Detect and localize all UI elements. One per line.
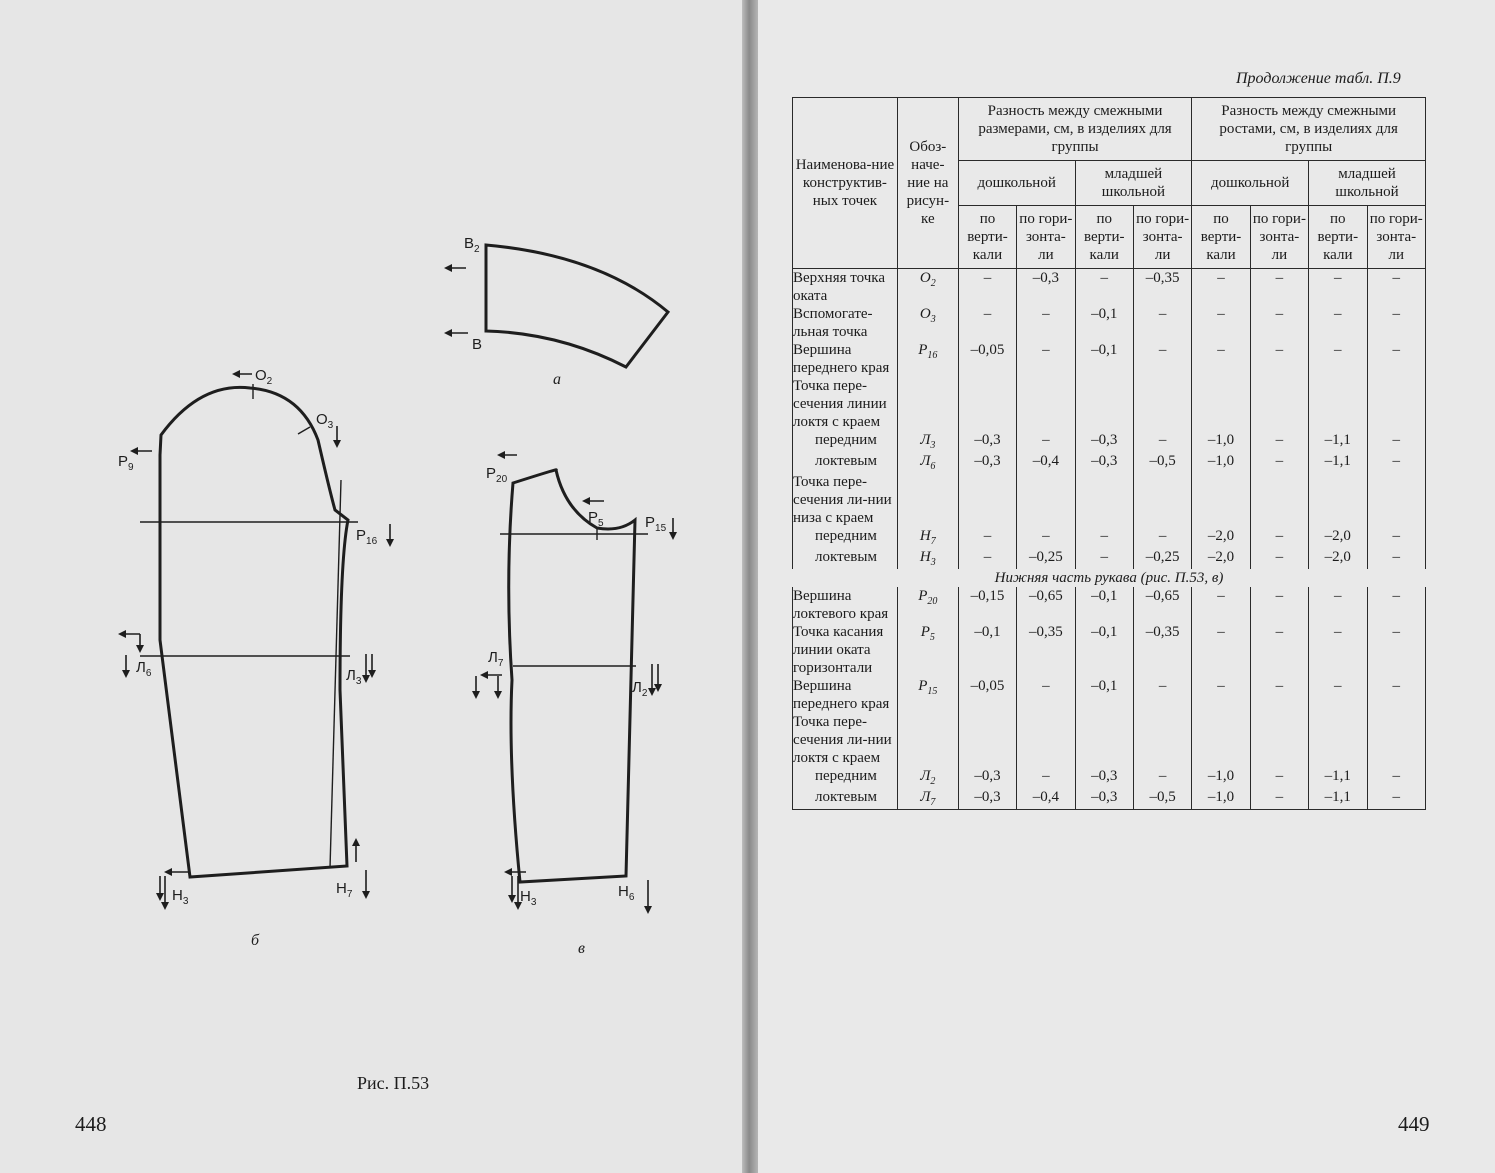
value-cell: –0,35 xyxy=(1133,269,1191,306)
value-cell xyxy=(1017,473,1075,527)
table-row xyxy=(793,473,1426,527)
value-cell: –0,3 xyxy=(1017,269,1075,306)
value-cell xyxy=(1075,377,1133,431)
value-cell: –0,05 xyxy=(958,677,1016,713)
label-p9: $Р_9$ xyxy=(118,453,134,473)
value-cell: –0,25 xyxy=(1017,548,1075,569)
label-b: В xyxy=(472,336,483,353)
value-cell: – xyxy=(1250,269,1308,306)
value-cell: – xyxy=(1250,452,1308,473)
table-row xyxy=(793,377,1426,431)
label-b2: $В_2$ xyxy=(464,235,480,255)
symbol-index: 2 xyxy=(930,278,936,289)
header-vertical: по верти-кали xyxy=(1309,206,1367,269)
value-cell: –0,3 xyxy=(1075,788,1133,810)
value-cell: –0,35 xyxy=(1133,623,1191,677)
table-row xyxy=(793,677,1426,713)
value-cell: – xyxy=(1133,305,1191,341)
symbol-index: 16 xyxy=(927,350,938,361)
symbol-index: 6 xyxy=(930,461,936,472)
value-cell: – xyxy=(1250,548,1308,569)
value-cell: – xyxy=(958,305,1016,341)
value-cell: –1,0 xyxy=(1192,452,1250,473)
value-cell xyxy=(1309,377,1367,431)
value-cell: – xyxy=(1133,527,1191,548)
symbol-letter: Р xyxy=(918,678,928,694)
label-p20: $Р_{20}$ xyxy=(486,465,508,485)
symbol-cell xyxy=(897,587,958,623)
value-cell: – xyxy=(958,527,1016,548)
value-cell: –0,3 xyxy=(958,767,1016,788)
symbol-letter: Л xyxy=(920,432,931,448)
value-cell xyxy=(1250,377,1308,431)
table-row xyxy=(793,305,1426,341)
value-cell: –0,3 xyxy=(958,431,1016,452)
value-cell xyxy=(1367,713,1426,767)
value-cell: –0,3 xyxy=(958,452,1016,473)
point-name-cell: Точка пере-сечения линии локтя с краем xyxy=(793,377,898,431)
header-vertical: по верти-кали xyxy=(958,206,1016,269)
header-preschool: дошкольной xyxy=(1192,161,1309,206)
value-cell: – xyxy=(1192,269,1250,306)
value-cell: – xyxy=(1250,788,1308,810)
symbol-index: 5 xyxy=(929,632,935,643)
point-name-cell: Точка пере-сечения ли-нии низа с краем xyxy=(793,473,898,527)
subfigure-c xyxy=(476,455,673,957)
figure-caption: Рис. П.53 xyxy=(357,1073,430,1093)
value-cell: – xyxy=(1367,269,1426,306)
subfigure-letter-b: б xyxy=(251,932,260,949)
value-cell: – xyxy=(1367,341,1426,377)
section-row xyxy=(793,569,1426,587)
page-number-left: 448 xyxy=(75,1112,107,1136)
value-cell: – xyxy=(1133,431,1191,452)
value-cell: – xyxy=(1192,341,1250,377)
label-o3: $О_3$ xyxy=(316,411,334,431)
value-cell xyxy=(1367,377,1426,431)
label-p5: $Р_5$ xyxy=(588,509,604,529)
page-number-right: 449 xyxy=(1398,1112,1430,1136)
point-name-cell: Точка касания линии оката горизонтали xyxy=(793,623,898,677)
value-cell xyxy=(1309,473,1367,527)
value-cell: – xyxy=(1075,527,1133,548)
value-cell xyxy=(1192,377,1250,431)
label-l7: $Л_7$ xyxy=(488,649,504,669)
value-cell: –2,0 xyxy=(1192,548,1250,569)
point-name-cell: передним xyxy=(793,431,898,452)
table-continuation-title: Продолжение табл. П.9 xyxy=(1236,70,1401,87)
value-cell: –0,1 xyxy=(1075,587,1133,623)
value-cell: – xyxy=(958,548,1016,569)
value-cell: – xyxy=(1192,587,1250,623)
symbol-letter: Л xyxy=(920,768,931,784)
value-cell: –0,65 xyxy=(1017,587,1075,623)
pattern-figure xyxy=(0,0,742,1173)
value-cell: – xyxy=(1250,623,1308,677)
symbol-index: 15 xyxy=(927,686,938,697)
value-cell: –0,1 xyxy=(1075,623,1133,677)
section-title: Нижняя часть рукава (рис. П.53, в) xyxy=(994,570,1224,586)
header-point-name: Наименова-ние конструктив-ных точек xyxy=(793,98,898,269)
value-cell: –0,35 xyxy=(1017,623,1075,677)
symbol-letter: Р xyxy=(918,342,928,358)
value-cell: – xyxy=(1309,623,1367,677)
point-name-cell: локтевым xyxy=(793,452,898,473)
symbol-letter: Р xyxy=(920,624,930,640)
table-header xyxy=(793,98,1426,269)
subfigure-b xyxy=(118,367,390,949)
value-cell: – xyxy=(1017,527,1075,548)
point-name-cell: Вершина переднего края xyxy=(793,677,898,713)
value-cell: – xyxy=(1133,341,1191,377)
value-cell xyxy=(1075,473,1133,527)
value-cell xyxy=(1192,473,1250,527)
symbol-cell xyxy=(897,677,958,713)
symbol-cell xyxy=(897,377,958,431)
table-row xyxy=(793,767,1426,788)
value-cell: –2,0 xyxy=(1309,527,1367,548)
value-cell xyxy=(1133,713,1191,767)
symbol-letter: Н xyxy=(919,549,931,565)
value-cell: – xyxy=(1017,767,1075,788)
symbol-cell xyxy=(897,767,958,788)
value-cell: – xyxy=(1250,677,1308,713)
value-cell: – xyxy=(1309,677,1367,713)
value-cell: – xyxy=(1075,269,1133,306)
value-cell: –0,25 xyxy=(1133,548,1191,569)
value-cell: –1,1 xyxy=(1309,788,1367,810)
value-cell xyxy=(958,713,1016,767)
value-cell: –0,4 xyxy=(1017,452,1075,473)
symbol-index: 2 xyxy=(930,776,936,787)
table-row xyxy=(793,788,1426,810)
value-cell: – xyxy=(1017,305,1075,341)
table-row xyxy=(793,587,1426,623)
symbol-letter: Л xyxy=(920,453,931,469)
symbol-index: 3 xyxy=(930,440,936,451)
value-cell: – xyxy=(1017,677,1075,713)
value-cell: – xyxy=(1250,767,1308,788)
symbol-letter: Н xyxy=(919,528,931,544)
header-horizontal: по гори-зонта-ли xyxy=(1367,206,1426,269)
value-cell: – xyxy=(1367,548,1426,569)
point-name-cell: Точка пере-сечения ли-нии локтя с краем xyxy=(793,713,898,767)
value-cell xyxy=(1075,713,1133,767)
symbol-cell xyxy=(897,788,958,810)
value-cell: –0,3 xyxy=(1075,431,1133,452)
value-cell: –1,1 xyxy=(1309,767,1367,788)
value-cell: –2,0 xyxy=(1192,527,1250,548)
value-cell xyxy=(1017,713,1075,767)
table-body xyxy=(793,269,1426,810)
value-cell: – xyxy=(1017,341,1075,377)
value-cell: – xyxy=(1250,341,1308,377)
value-cell: –0,3 xyxy=(1075,452,1133,473)
table-row xyxy=(793,548,1426,569)
table-row xyxy=(793,527,1426,548)
header-junior-school: младшей школьной xyxy=(1075,161,1192,206)
value-cell: –0,5 xyxy=(1133,452,1191,473)
label-h3-c: $Н_3$ xyxy=(520,888,537,908)
header-preschool: дошкольной xyxy=(958,161,1075,206)
header-symbol: Обоз-наче-ние на рисун-ке xyxy=(897,98,958,269)
label-l3: $Л_3$ xyxy=(346,667,362,687)
label-h3: $Н_3$ xyxy=(172,887,189,907)
header-horizontal: по гори-зонта-ли xyxy=(1017,206,1075,269)
value-cell: –0,3 xyxy=(1075,767,1133,788)
label-p15: $Р_{15}$ xyxy=(645,514,667,534)
header-vertical: по верти-кали xyxy=(1075,206,1133,269)
value-cell xyxy=(1133,377,1191,431)
point-name-cell: передним xyxy=(793,527,898,548)
value-cell: –0,05 xyxy=(958,341,1016,377)
value-cell: – xyxy=(1192,677,1250,713)
value-cell: –2,0 xyxy=(1309,548,1367,569)
value-cell xyxy=(1133,473,1191,527)
value-cell xyxy=(1017,377,1075,431)
value-cell: – xyxy=(1075,548,1133,569)
value-cell: – xyxy=(1133,767,1191,788)
value-cell: – xyxy=(1367,677,1426,713)
figure-a-outline xyxy=(486,245,668,367)
symbol-cell xyxy=(897,473,958,527)
label-l2: $Л_2$ xyxy=(632,679,648,699)
value-cell: – xyxy=(1309,269,1367,306)
value-cell: – xyxy=(1250,431,1308,452)
tick-o3 xyxy=(298,427,310,434)
symbol-letter: О xyxy=(919,270,931,286)
header-horizontal: по гори-зонта-ли xyxy=(1250,206,1308,269)
symbol-index: 20 xyxy=(927,596,938,607)
value-cell: –0,15 xyxy=(958,587,1016,623)
header-junior-school: младшей школьной xyxy=(1309,161,1426,206)
figure-c-outline xyxy=(509,470,635,882)
point-name-cell: Вершина локтевого края xyxy=(793,587,898,623)
figure-b-outline xyxy=(160,387,348,877)
grading-table xyxy=(792,97,1426,810)
symbol-index: 7 xyxy=(930,797,936,808)
value-cell xyxy=(958,377,1016,431)
table-row xyxy=(793,452,1426,473)
value-cell xyxy=(1192,713,1250,767)
value-cell: – xyxy=(1367,767,1426,788)
value-cell: –1,0 xyxy=(1192,788,1250,810)
subfigure-letter-c: в xyxy=(578,940,585,957)
symbol-cell xyxy=(897,452,958,473)
label-p16: $Р_{16}$ xyxy=(356,527,378,547)
symbol-letter: О xyxy=(919,306,931,322)
value-cell: – xyxy=(1367,305,1426,341)
symbol-cell xyxy=(897,548,958,569)
label-l6: $Л_6$ xyxy=(136,659,152,679)
table-row xyxy=(793,431,1426,452)
value-cell xyxy=(958,473,1016,527)
label-h7: $Н_7$ xyxy=(336,880,353,900)
point-name-cell: Вершина переднего края xyxy=(793,341,898,377)
value-cell: –0,65 xyxy=(1133,587,1191,623)
value-cell: – xyxy=(1309,341,1367,377)
point-name-cell: локтевым xyxy=(793,788,898,810)
table-row xyxy=(793,623,1426,677)
value-cell: –1,1 xyxy=(1309,452,1367,473)
table-row xyxy=(793,269,1426,306)
header-size-difference: Разность между смежными размерами, см, в изделиях для группы xyxy=(958,98,1192,161)
symbol-cell xyxy=(897,431,958,452)
value-cell: –0,1 xyxy=(1075,341,1133,377)
value-cell: – xyxy=(1250,587,1308,623)
symbol-cell xyxy=(897,269,958,306)
symbol-cell xyxy=(897,305,958,341)
value-cell: – xyxy=(1309,305,1367,341)
symbol-cell xyxy=(897,527,958,548)
header-height-difference: Разность между смежными ростами, см, в изделиях для группы xyxy=(1192,98,1426,161)
subfigure-a xyxy=(446,235,668,388)
point-name-cell: Вспомогате-льная точка xyxy=(793,305,898,341)
book-gutter xyxy=(742,0,758,1173)
symbol-cell xyxy=(897,713,958,767)
value-cell: –0,4 xyxy=(1017,788,1075,810)
value-cell: – xyxy=(1367,587,1426,623)
table-row xyxy=(793,713,1426,767)
value-cell xyxy=(1250,473,1308,527)
value-cell: – xyxy=(1250,305,1308,341)
header-vertical: по верти-кали xyxy=(1192,206,1250,269)
value-cell xyxy=(1367,473,1426,527)
value-cell: –1,0 xyxy=(1192,431,1250,452)
value-cell: – xyxy=(1133,677,1191,713)
symbol-index: 7 xyxy=(930,536,936,547)
value-cell: –1,0 xyxy=(1192,767,1250,788)
symbol-letter: Л xyxy=(920,789,931,805)
value-cell: –0,1 xyxy=(1075,677,1133,713)
point-name-cell: Верхняя точка оката xyxy=(793,269,898,306)
subfigure-letter-a: а xyxy=(553,371,561,388)
symbol-letter: Р xyxy=(918,588,928,604)
value-cell xyxy=(1309,713,1367,767)
label-h6: $Н_6$ xyxy=(618,883,635,903)
value-cell: –0,1 xyxy=(1075,305,1133,341)
value-cell: –0,1 xyxy=(958,623,1016,677)
value-cell: – xyxy=(1309,587,1367,623)
symbol-index: 3 xyxy=(930,557,936,568)
value-cell: –0,5 xyxy=(1133,788,1191,810)
symbol-cell xyxy=(897,341,958,377)
value-cell xyxy=(1250,713,1308,767)
left-page xyxy=(0,0,742,1173)
header-horizontal: по гори-зонта-ли xyxy=(1133,206,1191,269)
symbol-cell xyxy=(897,623,958,677)
value-cell: – xyxy=(1192,305,1250,341)
symbol-index: 3 xyxy=(930,314,936,325)
label-o2: $О_2$ xyxy=(255,367,273,387)
value-cell: – xyxy=(1367,431,1426,452)
value-cell: – xyxy=(1017,431,1075,452)
value-cell: –0,3 xyxy=(958,788,1016,810)
value-cell: –1,1 xyxy=(1309,431,1367,452)
point-name-cell: локтевым xyxy=(793,548,898,569)
value-cell: – xyxy=(1367,623,1426,677)
value-cell: – xyxy=(1250,527,1308,548)
table-row xyxy=(793,341,1426,377)
value-cell: – xyxy=(1367,452,1426,473)
value-cell: – xyxy=(1367,788,1426,810)
value-cell: – xyxy=(1367,527,1426,548)
value-cell: – xyxy=(958,269,1016,306)
point-name-cell: передним xyxy=(793,767,898,788)
value-cell: – xyxy=(1192,623,1250,677)
